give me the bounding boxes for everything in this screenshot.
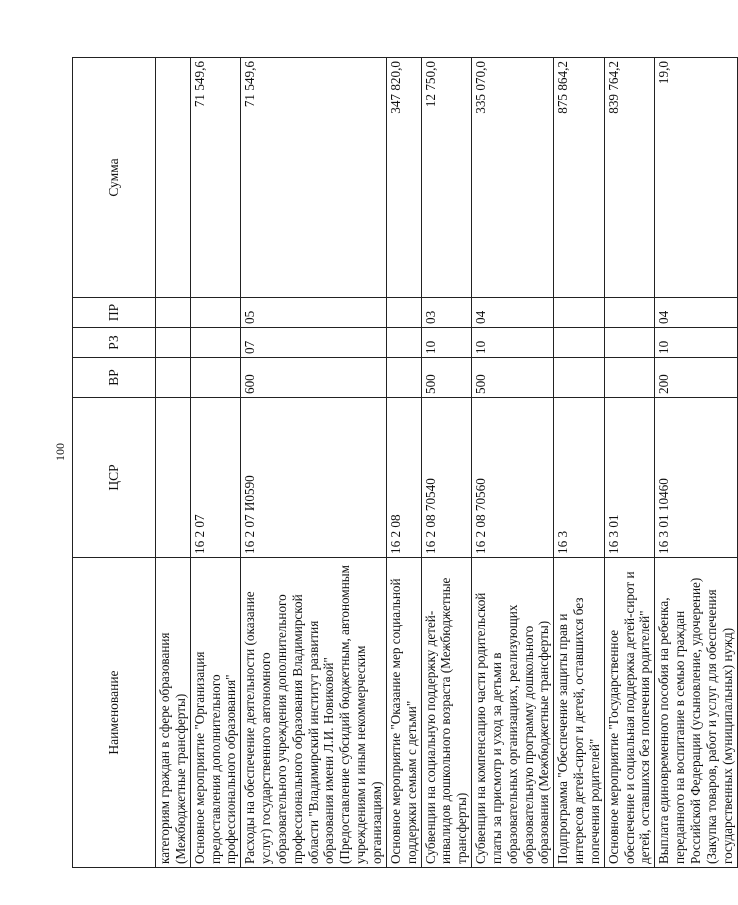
cell-name: Выплата единовременного пособия на ребенка, переданного на воспитание в семью граждан Российской Федерации (усыновление, удочерение) (Закупка товаров, работ и услуг для обеспечения государственных (муниципальных) нужд)	[655, 558, 737, 868]
cell-vr: 200	[655, 358, 737, 398]
cell-name: Основное мероприятие "Оказание мер социальной поддержки семьям с детьми"	[386, 558, 421, 868]
header-sum: Сумма	[73, 58, 156, 298]
cell-sum	[156, 58, 191, 298]
cell-vr: 600	[241, 358, 387, 398]
budget-table	[72, 57, 738, 868]
cell-sum: 875 864,2	[554, 58, 605, 298]
table-row	[604, 58, 655, 868]
table-row	[190, 58, 241, 868]
cell-rz: 10	[472, 328, 554, 358]
table-row	[241, 58, 387, 868]
cell-rz: 10	[421, 328, 472, 358]
cell-csr: 16 2 08 70560	[472, 398, 554, 558]
cell-rz: 10	[655, 328, 737, 358]
header-vr: ВР	[73, 358, 156, 398]
cell-csr: 16 3 01 10460	[655, 398, 737, 558]
cell-sum: 71 549,6	[241, 58, 387, 298]
table-row	[554, 58, 605, 868]
table-row	[421, 58, 472, 868]
cell-pr: 04	[472, 298, 554, 328]
header-csr: ЦСР	[73, 398, 156, 558]
cell-pr	[190, 298, 241, 328]
cell-sum: 335 070,0	[472, 58, 554, 298]
cell-sum: 839 764,2	[604, 58, 655, 298]
rotated-page-content	[72, 58, 735, 868]
table-row	[655, 58, 737, 868]
cell-vr	[554, 358, 605, 398]
cell-vr	[156, 358, 191, 398]
table-header-row	[73, 58, 156, 868]
cell-pr: 03	[421, 298, 472, 328]
cell-pr	[604, 298, 655, 328]
cell-name: Субвенции на компенсацию части родительской платы за присмотр и уход за детьми в образовательных организациях, реализующих образовательную программу дошкольного образования (Межбюджетные трансферты)	[472, 558, 554, 868]
cell-sum: 12 750,0	[421, 58, 472, 298]
cell-name: Субвенции на социальную поддержку детей-инвалидов дошкольного возраста (Межбюджетные трансферты)	[421, 558, 472, 868]
header-name: Наименование	[73, 558, 156, 868]
cell-name: Основное мероприятие "Организация предоставления дополнительного профессионального образования"	[190, 558, 241, 868]
cell-sum: 347 820,0	[386, 58, 421, 298]
cell-name: категориям граждан в сфере образования (Межбюджетные трансферты)	[156, 558, 191, 868]
cell-rz: 07	[241, 328, 387, 358]
cell-vr	[190, 358, 241, 398]
cell-name: Подпрограмма "Обеспечение защиты прав и интересов детей-сирот и детей, оставшихся без попечения родителей"	[554, 558, 605, 868]
cell-name: Расходы на обеспечение деятельности (оказание услуг) государственного автономного образовательного учреждения дополнительного профессионального образования Владимирской области "Владимирский институт развития образования имени Л.И. Новиковой" (Предоставление субсидий бюджетным, автономным учреждениям и иным некоммерческим организациям)	[241, 558, 387, 868]
cell-csr: 16 2 07	[190, 398, 241, 558]
cell-csr: 16 2 07 И0590	[241, 398, 387, 558]
cell-pr: 04	[655, 298, 737, 328]
cell-name: Основное мероприятие "Государственное обеспечение и социальная поддержка детей-сирот и детей, оставшихся без попечения родителей"	[604, 558, 655, 868]
table-row	[472, 58, 554, 868]
cell-csr: 16 2 08	[386, 398, 421, 558]
table-row	[156, 58, 191, 868]
cell-csr: 16 3 01	[604, 398, 655, 558]
cell-pr	[386, 298, 421, 328]
cell-pr	[554, 298, 605, 328]
cell-vr: 500	[421, 358, 472, 398]
cell-sum: 19,0	[655, 58, 737, 298]
cell-rz	[604, 328, 655, 358]
cell-rz	[554, 328, 605, 358]
cell-csr: 16 3	[554, 398, 605, 558]
cell-vr: 500	[472, 358, 554, 398]
header-rz: РЗ	[73, 328, 156, 358]
cell-csr: 16 2 08 70540	[421, 398, 472, 558]
cell-sum: 71 549,6	[190, 58, 241, 298]
cell-vr	[604, 358, 655, 398]
page-number: 100	[53, 443, 67, 461]
table-row	[386, 58, 421, 868]
cell-pr: 05	[241, 298, 387, 328]
cell-rz	[190, 328, 241, 358]
header-pr: ПР	[73, 298, 156, 328]
cell-rz	[386, 328, 421, 358]
cell-pr	[156, 298, 191, 328]
cell-rz	[156, 328, 191, 358]
cell-vr	[386, 358, 421, 398]
cell-csr	[156, 398, 191, 558]
